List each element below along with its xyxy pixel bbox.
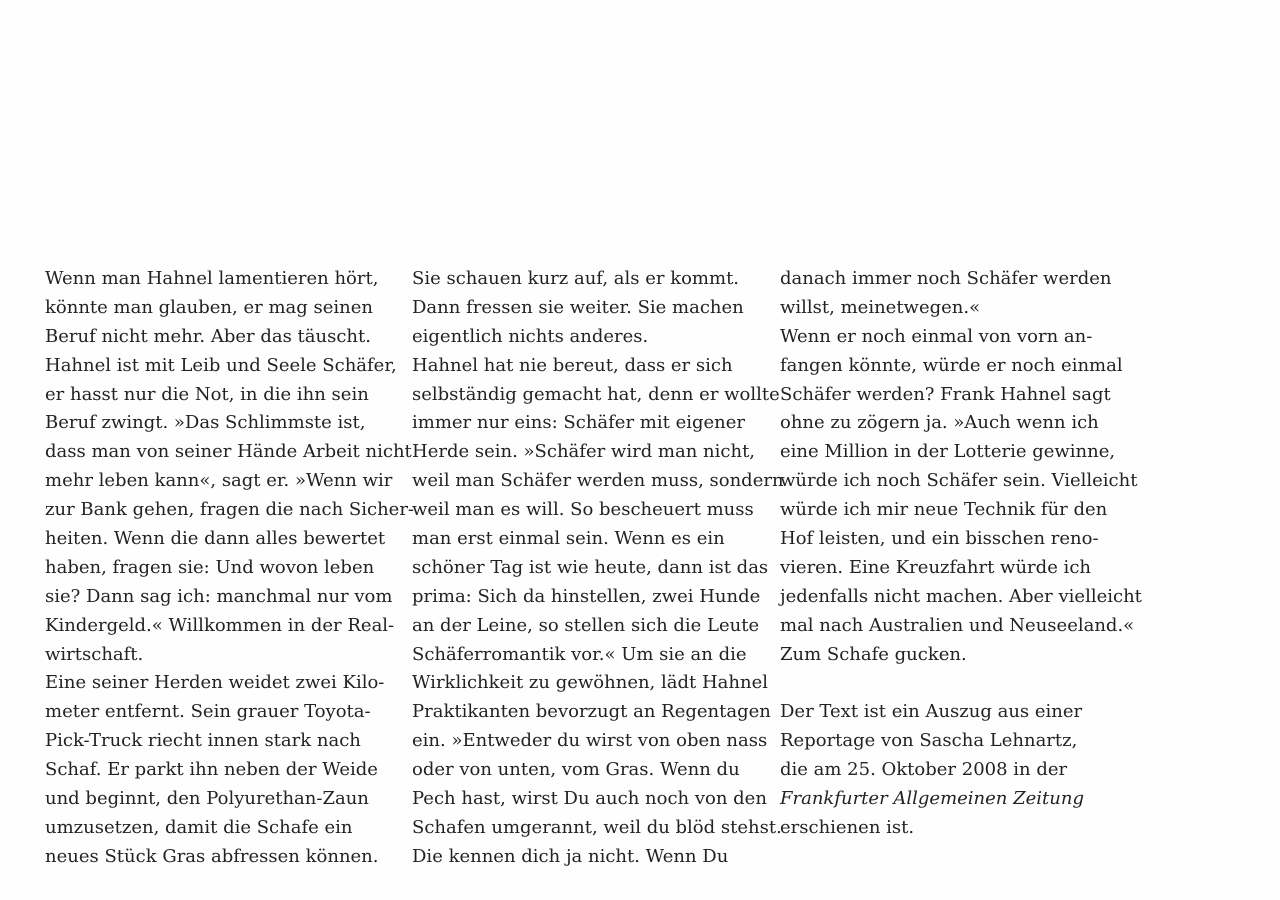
- text-column-3: [780, 265, 1142, 843]
- source-note-line: Reportage von Sascha Lehnartz,: [780, 730, 1078, 752]
- text-column-1: [45, 265, 414, 872]
- text-line: an der Leine, so stellen sich die Leute: [412, 614, 760, 636]
- text-column-2: [412, 265, 784, 872]
- text-line: Beruf zwingt. »Das Schlimmste ist,: [45, 412, 366, 434]
- text-line: er hasst nur die Not, in die ihn sein: [45, 383, 369, 405]
- text-line: vieren. Eine Kreuzfahrt würde ich: [780, 556, 1091, 578]
- text-line: Schafen umgerannt, weil du blöd stehst.: [412, 816, 782, 838]
- text-line: Schaf. Er parkt ihn neben der Weide: [45, 759, 378, 781]
- text-line: Kindergeld.« Willkommen in der Real-: [45, 614, 395, 636]
- text-line: schöner Tag ist wie heute, dann ist das: [412, 556, 769, 578]
- text-line: Pech hast, wirst Du auch noch von den: [412, 788, 767, 810]
- source-note-line: erschienen ist.: [780, 816, 915, 838]
- text-line: neues Stück Gras abfressen können.: [45, 845, 379, 867]
- text-line: eigentlich nichts anderes.: [412, 325, 649, 347]
- text-line: Hof leisten, und ein bisschen reno-: [780, 528, 1099, 550]
- text-line: Pick-Truck riecht innen stark nach: [45, 730, 361, 752]
- text-line: meter entfernt. Sein grauer Toyota-: [45, 701, 371, 723]
- text-line: würde ich mir neue Technik für den: [780, 499, 1108, 521]
- text-line: danach immer noch Schäfer werden: [780, 268, 1112, 289]
- paragraph-gap: [780, 669, 1135, 698]
- text-line: und beginnt, den Polyurethan-Zaun: [45, 788, 369, 810]
- text-line: Die kennen dich ja nicht. Wenn Du: [412, 845, 729, 867]
- text-line: Eine seiner Herden weidet zwei Kilo-: [45, 672, 385, 694]
- text-line: könnte man glauben, er mag seinen: [45, 296, 373, 318]
- text-line: mal nach Australien und Neuseeland.«: [780, 614, 1135, 636]
- text-line: wirtschaft.: [45, 643, 144, 665]
- text-line: Praktikanten bevorzugt an Regentagen: [412, 701, 771, 723]
- text-line: Sie schauen kurz auf, als er kommt.: [412, 268, 740, 289]
- text-line: selbständig gemacht hat, denn er wollte: [412, 383, 780, 405]
- text-line: jedenfalls nicht machen. Aber vielleicht: [780, 585, 1142, 607]
- text-line: sie? Dann sag ich: manchmal nur vom: [45, 585, 393, 607]
- text-line: Schäferromantik vor.« Um sie an die: [412, 643, 747, 665]
- text-line: prima: Sich da hinstellen, zwei Hunde: [412, 585, 761, 607]
- text-line: heiten. Wenn die dann alles bewertet: [45, 528, 386, 550]
- text-line: haben, fragen sie: Und wovon leben: [45, 556, 375, 578]
- text-line: Wirklichkeit zu gewöhnen, lädt Hahnel: [412, 672, 768, 694]
- text-line: Zum Schafe gucken.: [780, 643, 967, 665]
- text-line: Schäfer werden? Frank Hahnel sagt: [780, 383, 1111, 405]
- text-line: weil man es will. So bescheuert muss: [412, 499, 754, 521]
- text-line: Herde sein. »Schäfer wird man nicht,: [412, 441, 756, 463]
- text-line: umzusetzen, damit die Schafe ein: [45, 816, 353, 838]
- text-line: würde ich noch Schäfer sein. Vielleicht: [780, 470, 1138, 492]
- text-line: man erst einmal sein. Wenn es ein: [412, 528, 725, 550]
- text-line: zur Bank gehen, fragen die nach Sicher-: [45, 499, 414, 521]
- source-publication-name: Frankfurter Allgemeinen Zeitung: [780, 788, 1084, 810]
- text-line: weil man Schäfer werden muss, sondern: [412, 470, 784, 492]
- text-line: immer nur eins: Schäfer mit eigener: [412, 412, 745, 434]
- text-line: Beruf nicht mehr. Aber das täuscht.: [45, 325, 371, 347]
- text-line: dass man von seiner Hände Arbeit nicht: [45, 441, 412, 463]
- text-line: fangen könnte, würde er noch einmal: [780, 354, 1123, 376]
- text-line: Hahnel ist mit Leib und Seele Schäfer,: [45, 354, 397, 376]
- text-line: Wenn er noch einmal von vorn an-: [780, 325, 1093, 347]
- text-line: Dann fressen sie weiter. Sie machen: [412, 296, 744, 318]
- text-line: Hahnel hat nie bereut, dass er sich: [412, 354, 733, 376]
- text-line: willst, meinetwegen.«: [780, 296, 981, 318]
- text-line: Wenn man Hahnel lamentieren hört,: [45, 268, 379, 289]
- text-line: mehr leben kann«, sagt er. »Wenn wir: [45, 470, 393, 492]
- text-line: eine Million in der Lotterie gewinne,: [780, 441, 1116, 463]
- text-line: ohne zu zögern ja. »Auch wenn ich: [780, 412, 1099, 434]
- source-note-line: Der Text ist ein Auszug aus einer: [780, 701, 1083, 723]
- source-note-line: die am 25. Oktober 2008 in der: [780, 759, 1068, 781]
- text-line: ein. »Entweder du wirst von oben nass: [412, 730, 768, 752]
- text-line: oder von unten, vom Gras. Wenn du: [412, 759, 740, 781]
